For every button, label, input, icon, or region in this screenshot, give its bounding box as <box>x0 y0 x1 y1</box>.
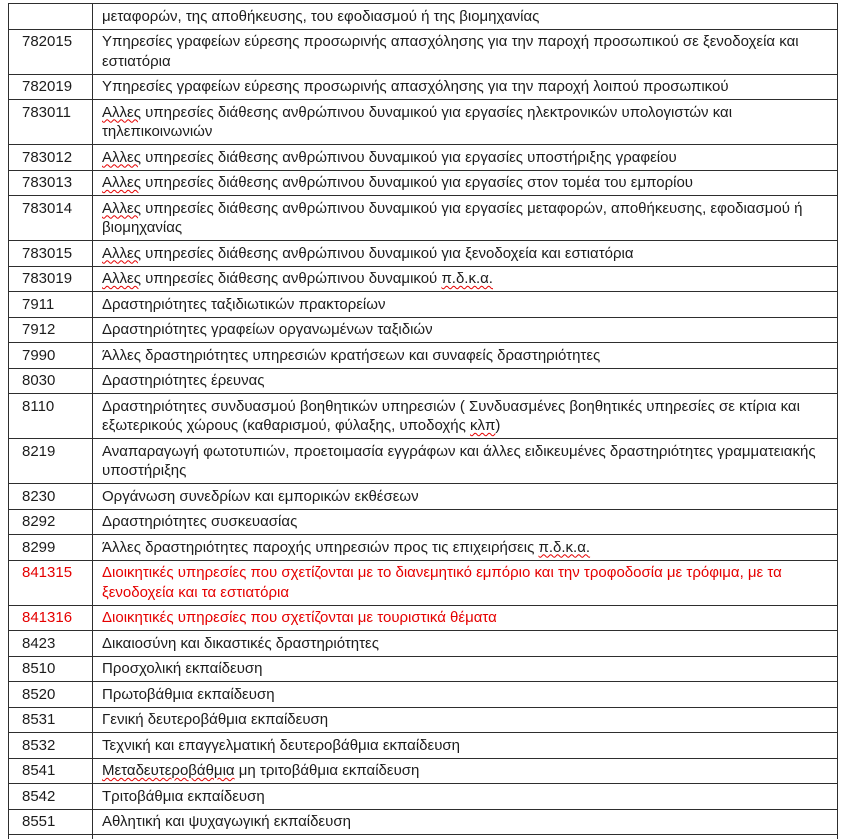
table-row <box>9 784 838 810</box>
misspelled-word: Αλλες <box>102 174 141 191</box>
code-cell: 783012 <box>9 145 93 171</box>
description-cell: Υπηρεσίες γραφείων εύρεσης προσωρινής απασχόλησης για την παροχή λοιπού προσωπικού <box>93 74 838 100</box>
table-row <box>9 707 838 733</box>
description-cell: Πρωτοβάθμια εκπαίδευση <box>93 682 838 708</box>
description-cell: Δραστηριότητες συσκευασίας <box>93 509 838 535</box>
code-cell: 8520 <box>9 682 93 708</box>
code-cell: 8532 <box>9 733 93 759</box>
table-row <box>9 74 838 100</box>
code-cell: 8531 <box>9 707 93 733</box>
code-cell: 841315 <box>9 560 93 605</box>
code-cell: 8542 <box>9 784 93 810</box>
table-row <box>9 317 838 343</box>
table-row <box>9 631 838 657</box>
misspelled-word: κλπ <box>470 417 496 434</box>
table-row-partial <box>9 835 838 839</box>
code-cell: 8299 <box>9 535 93 561</box>
code-cell: 783011 <box>9 100 93 145</box>
code-cell <box>9 4 93 30</box>
description-cell: Δραστηριότητες συνδυασμού βοηθητικών υπηρεσιών ( Συνδυασμένες βοηθητικές υπηρεσίες σε κτίρια και εξωτερικούς χώρους (καθαρισμού, φύλαξης, υποδοχής κλπ) <box>93 394 838 439</box>
code-cell: 8110 <box>9 394 93 439</box>
code-cell: 782015 <box>9 29 93 74</box>
table-row <box>9 560 838 605</box>
description-cell: Αλλες υπηρεσίες διάθεσης ανθρώπινου δυναμικού για ξενοδοχεία και εστιατόρια <box>93 241 838 267</box>
description-cell: Υπηρεσίες γραφείων εύρεσης προσωρινής απασχόλησης για την παροχή προσωπικού σε ξενοδοχεία και εστιατόρια <box>93 29 838 74</box>
misspelled-word: Αλλες <box>102 199 141 217</box>
description-cell: Αλλες υπηρεσίες διάθεσης ανθρώπινου δυναμικού για εργασίες στον τομέα του εμπορίου <box>93 170 838 196</box>
code-cell: 8423 <box>9 631 93 657</box>
table-row <box>9 605 838 631</box>
misspelled-word: Αλλες <box>102 148 141 166</box>
code-cell: 8219 <box>9 439 93 484</box>
description-cell: Δραστηριότητες έρευνας <box>93 368 838 394</box>
table-row <box>9 758 838 784</box>
table-row <box>9 535 838 561</box>
table-row <box>9 656 838 682</box>
table-row <box>9 241 838 267</box>
table-row <box>9 809 838 835</box>
description-cell: Τεχνική και επαγγελματική δευτεροβάθμια εκπαίδευση <box>93 733 838 759</box>
misspelled-word: Αλλες <box>102 244 141 262</box>
table-row <box>9 170 838 196</box>
description-cell: Αλλες υπηρεσίες διάθεσης ανθρώπινου δυναμικού για εργασίες ηλεκτρονικών υπολογιστών και τηλεπικοινωνιών <box>93 100 838 145</box>
table-row <box>9 145 838 171</box>
table-row <box>9 439 838 484</box>
description-cell: Δικαιοσύνη και δικαστικές δραστηριότητες <box>93 631 838 657</box>
misspelled-word: π.δ.κ.α. <box>538 538 591 556</box>
description-cell: Άλλες δραστηριότητες παροχής υπηρεσιών προς τις επιχειρήσεις π.δ.κ.α. <box>93 535 838 561</box>
description-cell: Τριτοβάθμια εκπαίδευση <box>93 784 838 810</box>
table-row <box>9 4 838 30</box>
code-cell: 8510 <box>9 656 93 682</box>
activity-codes-table <box>8 3 838 839</box>
code-cell: 8230 <box>9 484 93 510</box>
code-cell <box>9 835 93 839</box>
description-cell <box>93 835 838 839</box>
code-cell: 7912 <box>9 317 93 343</box>
description-cell: Διοικητικές υπηρεσίες που σχετίζονται με τουριστικά θέματα <box>93 605 838 631</box>
table-row <box>9 682 838 708</box>
table-body <box>9 4 838 839</box>
table-row <box>9 484 838 510</box>
description-cell: Οργάνωση συνεδρίων και εμπορικών εκθέσεων <box>93 484 838 510</box>
misspelled-word: π.δ.κ.α. <box>441 270 493 287</box>
table-row <box>9 394 838 439</box>
table-row <box>9 292 838 318</box>
code-cell: 782019 <box>9 74 93 100</box>
misspelled-word: Μεταδευτεροβάθμια <box>102 762 235 779</box>
description-cell: Δραστηριότητες ταξιδιωτικών πρακτορείων <box>93 292 838 318</box>
code-cell: 8541 <box>9 758 93 784</box>
code-cell: 783019 <box>9 266 93 292</box>
description-cell: Διοικητικές υπηρεσίες που σχετίζονται με το διανεμητικό εμπόριο και την τροφοδοσία με τρόφιμα, με τα ξενοδοχεία και τα εστιατόρια <box>93 560 838 605</box>
code-cell: 783015 <box>9 241 93 267</box>
table-row <box>9 266 838 292</box>
table-row <box>9 196 838 241</box>
description-cell: Αλλες υπηρεσίες διάθεσης ανθρώπινου δυναμικού π.δ.κ.α. <box>93 266 838 292</box>
code-cell: 783013 <box>9 170 93 196</box>
table-row <box>9 509 838 535</box>
description-cell: Αλλες υπηρεσίες διάθεσης ανθρώπινου δυναμικού για εργασίες υποστήριξης γραφείου <box>93 145 838 171</box>
description-cell: Αθλητική και ψυχαγωγική εκπαίδευση <box>93 809 838 835</box>
description-cell: Μεταδευτεροβάθμια μη τριτοβάθμια εκπαίδευση <box>93 758 838 784</box>
misspelled-word: Αλλες <box>102 103 141 121</box>
code-cell: 7990 <box>9 343 93 369</box>
description-cell: Δραστηριότητες γραφείων οργανωμένων ταξιδιών <box>93 317 838 343</box>
table-row <box>9 343 838 369</box>
description-cell: Προσχολική εκπαίδευση <box>93 656 838 682</box>
code-cell: 783014 <box>9 196 93 241</box>
code-cell: 8030 <box>9 368 93 394</box>
code-cell: 8551 <box>9 809 93 835</box>
description-cell: Άλλες δραστηριότητες υπηρεσιών κρατήσεων και συναφείς δραστηριότητες <box>93 343 838 369</box>
description-cell: Αναπαραγωγή φωτοτυπιών, προετοιμασία εγγράφων και άλλες ειδικευμένες δραστηριότητες γραμματειακής υποστήριξης <box>93 439 838 484</box>
description-cell: Αλλες υπηρεσίες διάθεσης ανθρώπινου δυναμικού για εργασίες μεταφορών, αποθήκευσης, εφοδιασμού ή βιομηχανίας <box>93 196 838 241</box>
code-cell: 841316 <box>9 605 93 631</box>
table-row <box>9 368 838 394</box>
description-cell: μεταφορών, της αποθήκευσης, του εφοδιασμού ή της βιομηχανίας <box>93 4 838 30</box>
table-row <box>9 733 838 759</box>
table-row <box>9 29 838 74</box>
code-cell: 7911 <box>9 292 93 318</box>
misspelled-word: Αλλες <box>102 270 141 287</box>
description-cell: Γενική δευτεροβάθμια εκπαίδευση <box>93 707 838 733</box>
code-cell: 8292 <box>9 509 93 535</box>
table-row <box>9 100 838 145</box>
